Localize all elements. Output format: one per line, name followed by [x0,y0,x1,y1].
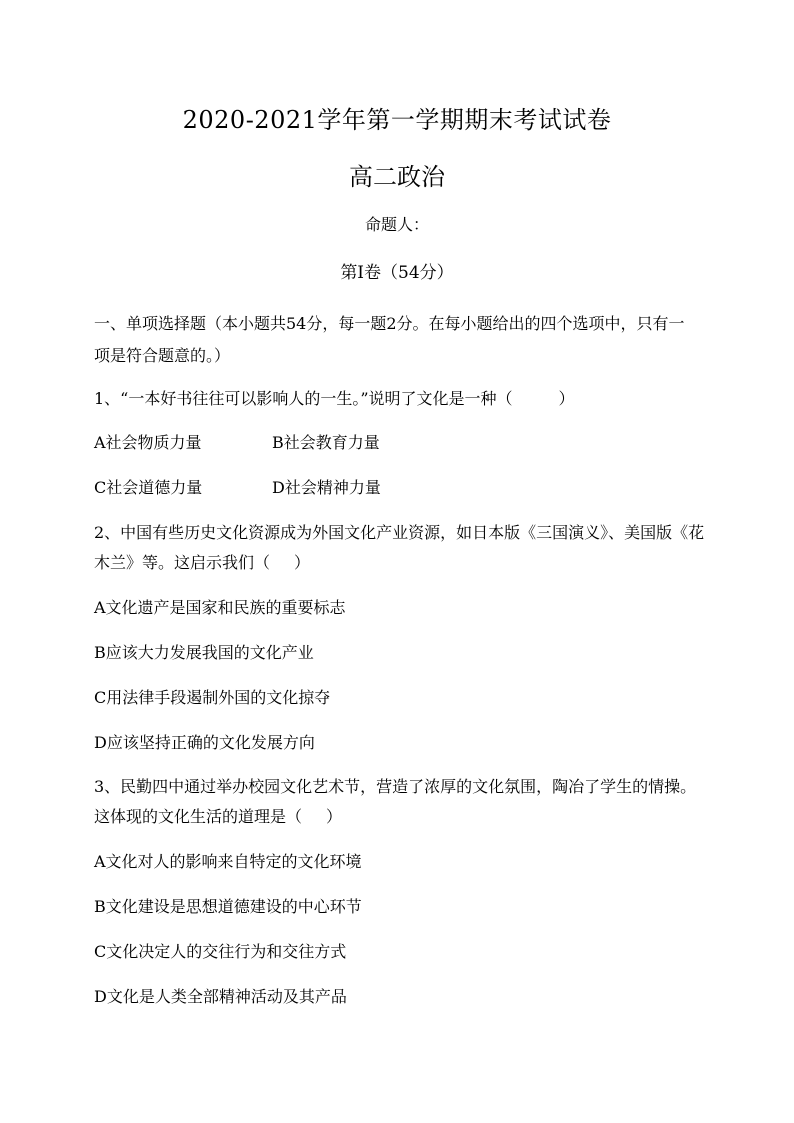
question-3-stem-text: 这体现的文化生活的道理是（ [94,807,303,826]
question-3-option-c: C文化决定人的交往行为和交往方式 [94,942,347,961]
question-3-stem-line-1: 3、民勤四中通过举办校园文化艺术节，营造了浓厚的文化氛围，陶冶了学生的情操。 [94,777,697,796]
exam-title: 2020-2021学年第一学期期末考试试卷 [182,106,612,134]
question-3-option-d: D文化是人类全部精神活动及其产品 [94,987,347,1006]
subject-title: 高二政治 [349,163,445,191]
question-1-option-c: C社会道德力量 [94,478,203,497]
question-1-stem-text: 1、“一本好书往往可以影响人的一生。”说明了文化是一种（ [94,389,513,408]
question-1-option-a: A社会物质力量 [94,433,202,452]
question-1-option-b: B社会教育力量 [272,433,380,452]
question-2-stem-line-1: 2、中国有些历史文化资源成为外国文化产业资源，如日本版《三国演义》、美国版《花 [94,523,705,542]
question-2-stem-close: ） [294,553,311,572]
question-3-option-a: A文化对人的影响来自特定的文化环境 [94,852,362,871]
question-3-option-b: B文化建设是思想道德建设的中心环节 [94,897,362,916]
question-2-option-d: D应该坚持正确的文化发展方向 [94,733,315,752]
instruction-line-2: 项是符合题意的。） [94,346,231,365]
question-1-stem [94,386,575,409]
question-2-stem-text: 木兰》等。这启示我们（ [94,553,271,572]
author-label: 命题人： [364,215,429,234]
instruction-line-1: 一、单项选择题（本小题共54分，每一题2分。在每小题给出的四个选项中，只有一 [94,314,685,333]
question-2-option-a: A文化遗产是国家和民族的重要标志 [94,598,346,617]
question-3-stem-close: ） [326,807,343,826]
question-3-stem-line-2 [94,804,342,827]
question-2-option-c: C用法律手段遏制外国的文化掠夺 [94,688,331,707]
question-2-option-b: B应该大力发展我国的文化产业 [94,643,314,662]
question-1-option-d: D社会精神力量 [272,478,381,497]
section-title: 第Ⅰ卷（54分） [340,263,454,283]
question-2-stem-line-2 [94,550,310,573]
question-1-stem-close: ） [558,389,575,408]
